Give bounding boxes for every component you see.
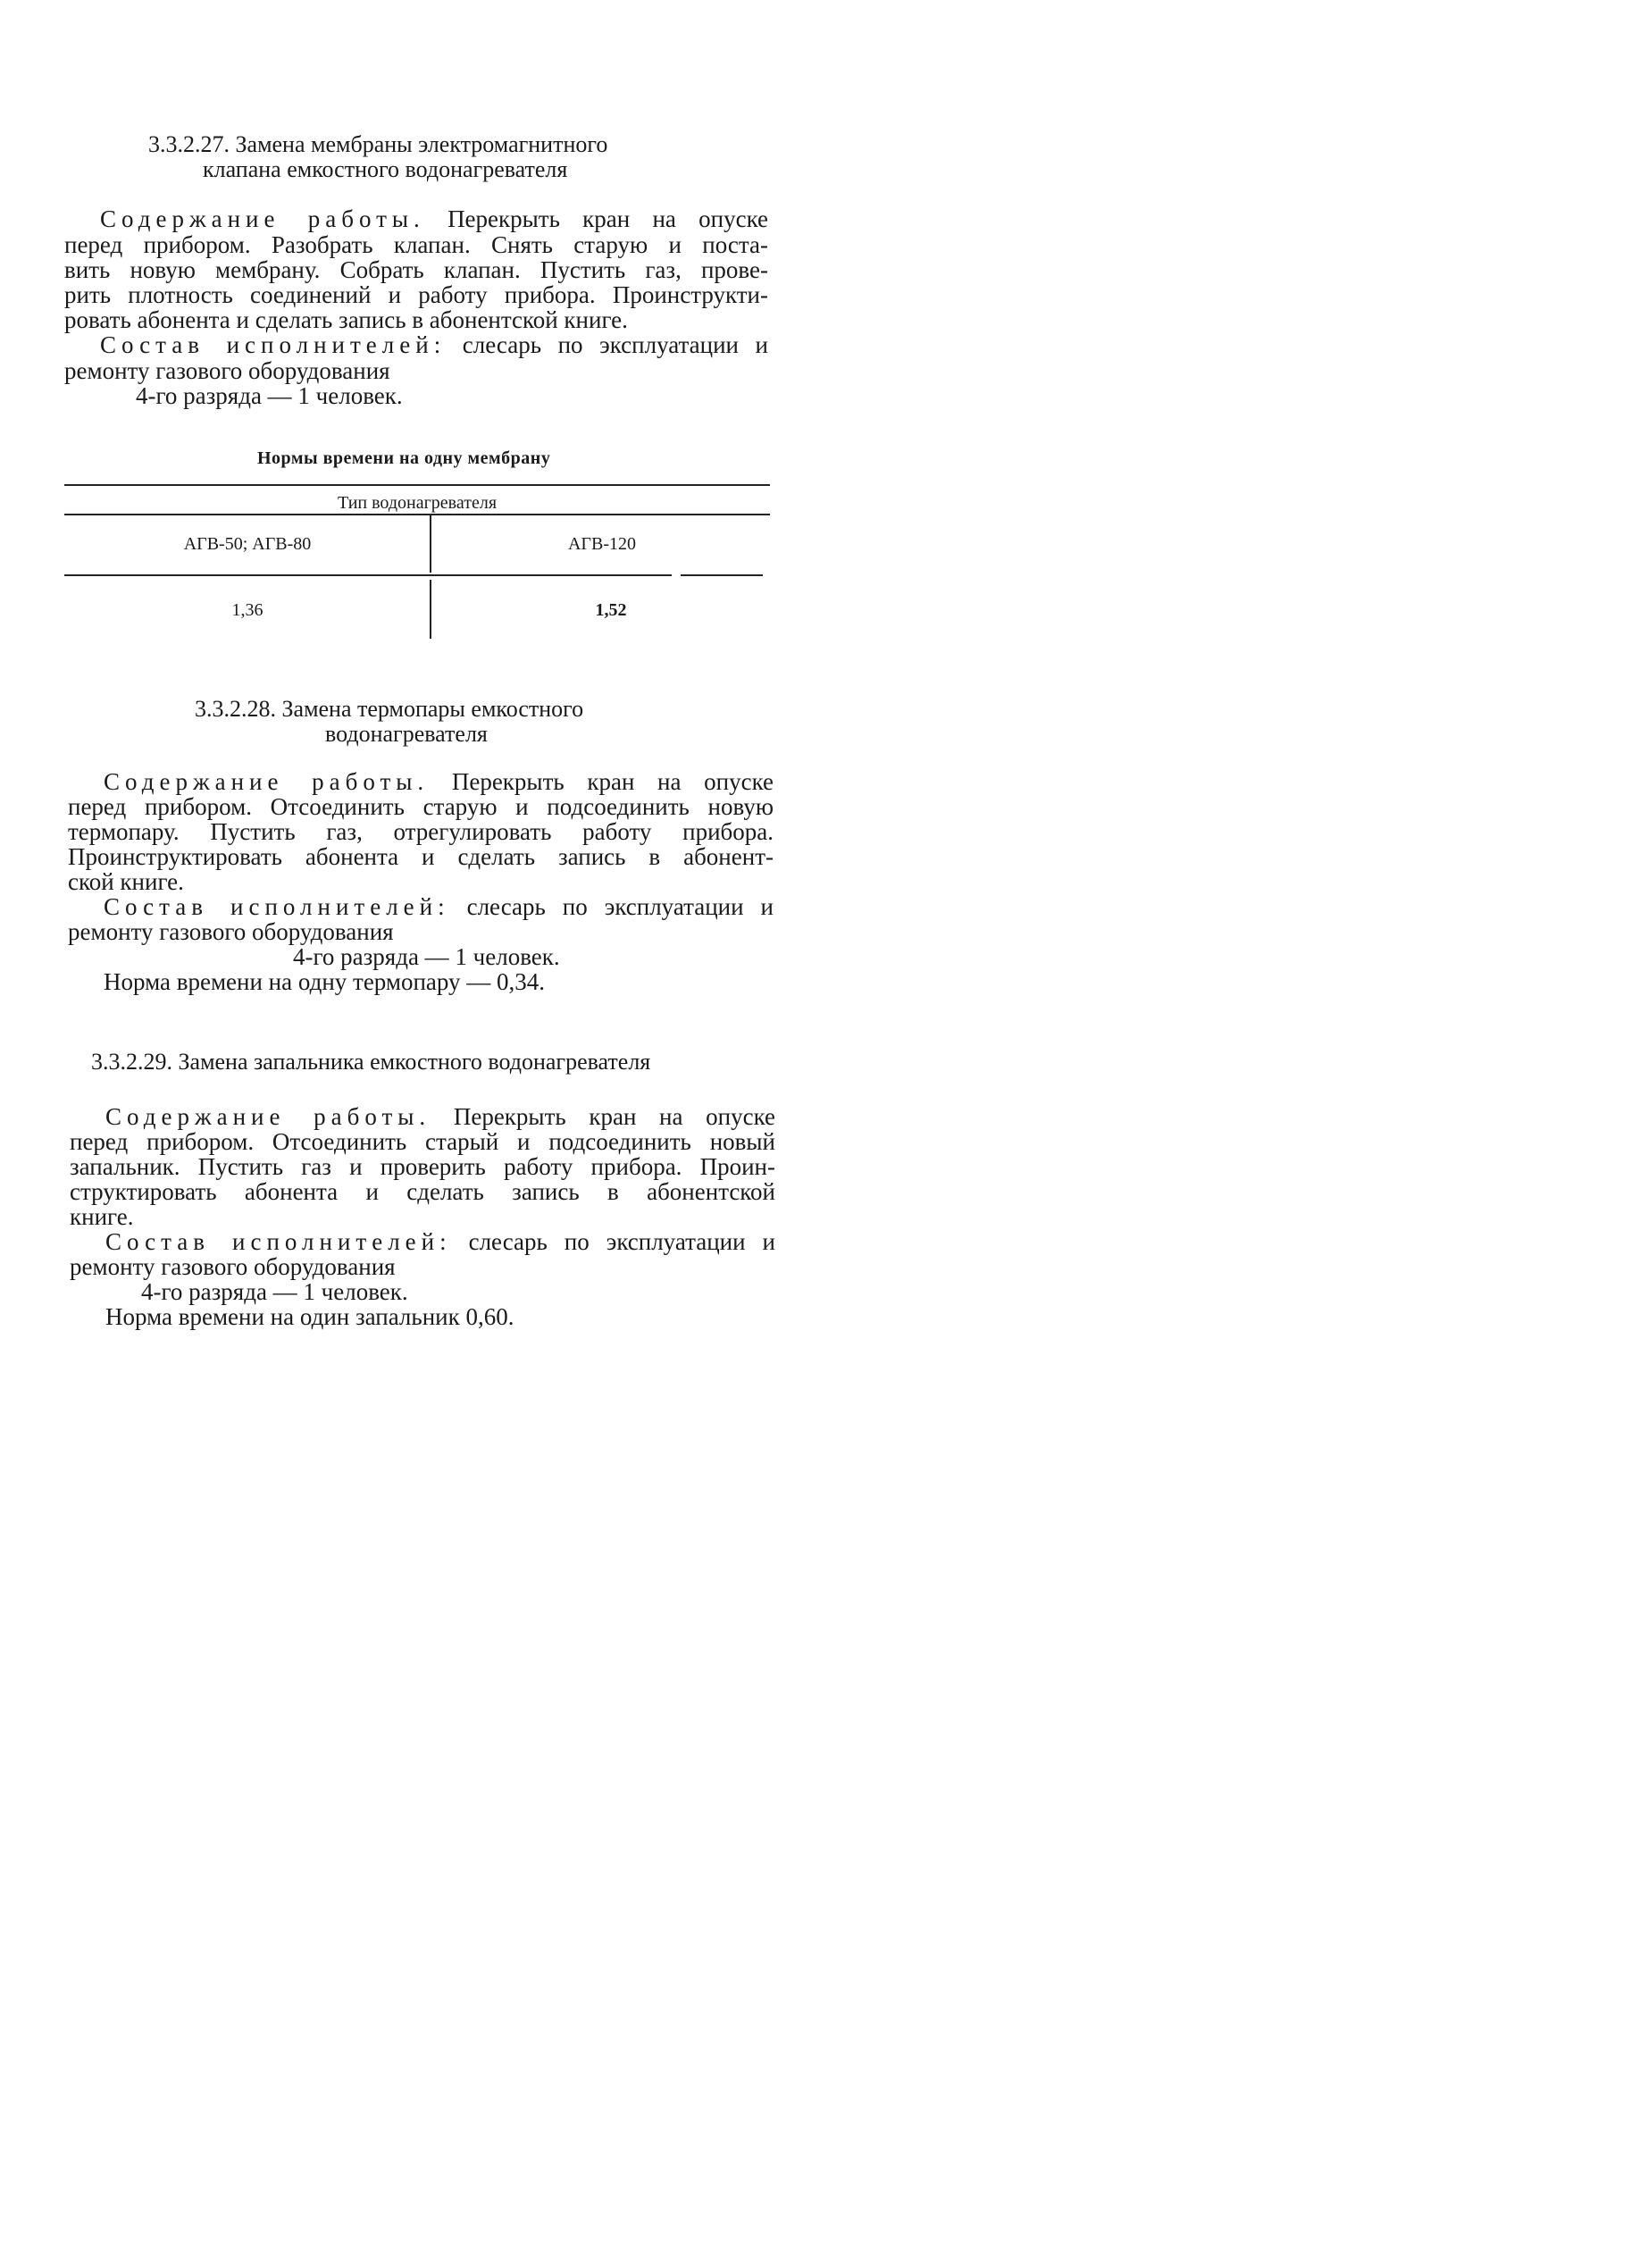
staff-text: слесарь по эксплуатации и	[468, 1228, 775, 1255]
content-paragraph-29-line4: структировать абонента и сделать запись в абонентской	[70, 1178, 775, 1205]
table-column-header: АГВ-50; АГВ-80	[183, 534, 312, 554]
section-heading-28-line1: 3.3.2.28. Замена термопары емкостного	[195, 696, 584, 722]
staff-paragraph-29-line1	[105, 1229, 775, 1254]
content-paragraph-29-line3: запальник. Пустить газ и проверить работу прибора. Проин-	[70, 1153, 775, 1180]
norm-line-29: Норма времени на один запальник 0,60.	[105, 1303, 514, 1330]
section-heading-27-line1: 3.3.2.27. Замена мембраны электромагнитного	[148, 131, 608, 157]
content-paragraph-29-line5: книге.	[70, 1203, 134, 1230]
content-paragraph-28-line3: термопару. Пустить газ, отрегулировать работу прибора.	[68, 818, 774, 845]
table-title: Нормы времени на одну мембрану	[257, 448, 551, 468]
content-paragraph-27-line1	[100, 206, 768, 231]
staff-paragraph-27-line2: ремонту газового оборудования	[64, 357, 390, 384]
table-header-rule	[64, 514, 770, 515]
content-paragraph-27-line2: перед прибором. Разобрать клапан. Снять старую и поста-	[64, 231, 768, 258]
staff-paragraph-29-line3: 4-го разряда — 1 человек.	[141, 1278, 408, 1305]
content-paragraph-29-line1	[105, 1104, 775, 1129]
staff-paragraph-28-line1	[104, 894, 774, 919]
content-text: Перекрыть кран на опуске	[451, 768, 774, 795]
staff-paragraph-28-line3: 4-го разряда — 1 человек.	[293, 943, 560, 970]
content-paragraph-28-line2: перед прибором. Отсоединить старую и подсоединить новую	[68, 793, 774, 820]
staff-label: Состав исполнителей:	[105, 1228, 452, 1255]
staff-label: Состав исполнителей:	[104, 893, 450, 920]
staff-paragraph-28-line2: ремонту газового оборудования	[68, 918, 394, 945]
content-paragraph-27-line3: вить новую мембрану. Собрать клапан. Пустить газ, прове-	[64, 256, 768, 283]
staff-text: слесарь по эксплуатации и	[466, 893, 774, 920]
table-cell-value: 1,36	[231, 600, 263, 620]
table-column-header: АГВ-120	[567, 534, 636, 554]
content-label: Содержание работы.	[104, 768, 430, 795]
table-cell-value: 1,52	[595, 600, 627, 620]
section-heading-29: 3.3.2.29. Замена запальника емкостного водонагревателя	[91, 1049, 651, 1075]
staff-paragraph-27-line3: 4-го разряда — 1 человек.	[136, 382, 403, 409]
content-paragraph-29-line2: перед прибором. Отсоединить старый и подсоединить новый	[70, 1128, 775, 1155]
table-column-divider	[430, 515, 431, 573]
table-body-rule-right	[681, 574, 763, 576]
staff-paragraph-29-line2: ремонту газового оборудования	[70, 1253, 396, 1280]
section-heading-28-line2: водонагревателя	[325, 721, 488, 747]
content-paragraph-27-line4: рить плотность соединений и работу прибора. Проинструкти-	[64, 281, 768, 308]
content-label: Содержание работы.	[105, 1103, 431, 1130]
norm-line-28: Норма времени на одну термопару — 0,34.	[104, 968, 546, 995]
content-paragraph-27-line5: ровать абонента и сделать запись в абонентской книге.	[64, 306, 628, 333]
table-top-rule	[64, 484, 770, 486]
staff-paragraph-27-line1	[100, 332, 768, 357]
table-group-header: Тип водонагревателя	[337, 493, 498, 513]
content-paragraph-28-line4: Проинструктировать абонента и сделать запись в абонент-	[68, 843, 774, 870]
content-paragraph-28-line5: ской книге.	[68, 868, 184, 895]
content-text: Перекрыть кран на опуске	[453, 1103, 775, 1130]
content-label: Содержание работы.	[100, 205, 425, 232]
staff-label: Состав исполнителей:	[100, 331, 447, 358]
staff-text: слесарь по эксплуатации и	[462, 331, 769, 358]
content-text: Перекрыть кран на опуске	[447, 205, 769, 232]
table-column-divider	[430, 580, 431, 639]
table-body-rule	[64, 574, 672, 576]
section-heading-27-line2: клапана емкостного водонагревателя	[203, 156, 568, 182]
content-paragraph-28-line1	[104, 769, 774, 794]
